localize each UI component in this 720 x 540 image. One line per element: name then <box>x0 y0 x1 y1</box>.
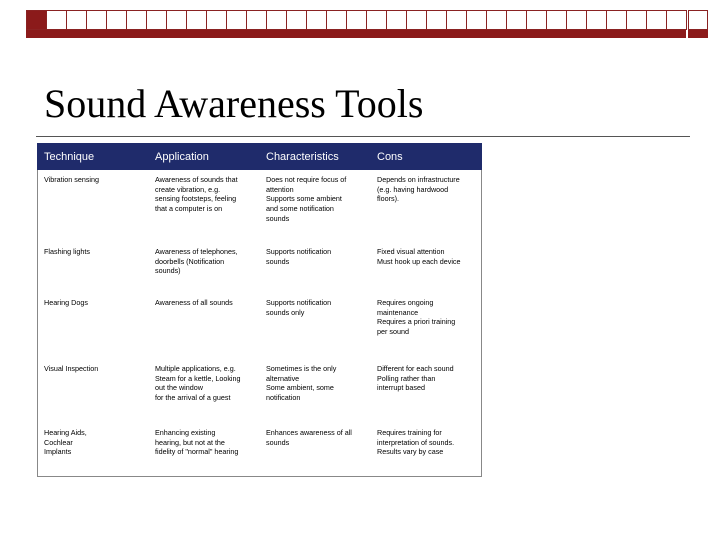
slide-title: Sound Awareness Tools <box>44 81 424 126</box>
cell-characteristics <box>260 423 371 477</box>
cell-line: Does not require focus of <box>266 175 347 184</box>
cell-application <box>149 293 260 359</box>
decorative-cell <box>466 10 487 30</box>
decorative-cell <box>566 10 587 30</box>
cell-line: Supports notification <box>266 298 332 307</box>
cell-line: interrupt based <box>377 383 425 393</box>
decorative-cell <box>246 10 267 30</box>
column-header-characteristics: Characteristics <box>260 144 371 170</box>
cell-line: Must hook up each device <box>377 256 461 266</box>
cell-line: Supports some ambient <box>266 194 342 204</box>
cell-line: Some ambient, some <box>266 383 334 393</box>
cell-line: Requires ongoing <box>377 298 434 307</box>
column-header-application: Application <box>149 144 260 170</box>
cell-cons <box>371 423 482 477</box>
decorative-cell <box>266 10 287 30</box>
decorative-cell <box>126 10 147 30</box>
cell-line: Cochlear <box>44 437 73 447</box>
cell-cons <box>371 359 482 423</box>
decorative-cell <box>66 10 87 30</box>
cell-cons <box>371 170 482 243</box>
cell-line: Results vary by case <box>377 447 444 457</box>
table-row <box>38 170 482 243</box>
decorative-end-box <box>688 10 708 30</box>
cell-line: sounds) <box>155 266 181 276</box>
cell-line: Hearing Dogs <box>44 298 88 307</box>
cell-characteristics <box>260 170 371 243</box>
decorative-cell <box>26 10 47 30</box>
cell-technique <box>38 359 149 423</box>
table-row <box>38 359 482 423</box>
decorative-cell <box>166 10 187 30</box>
cell-line: Supports notification <box>266 247 332 256</box>
cell-cons <box>371 242 482 293</box>
cell-line: attention <box>266 184 294 194</box>
column-header-technique: Technique <box>38 144 149 170</box>
cell-line: sounds only <box>266 307 305 317</box>
cell-line: Requires a priori training <box>377 317 456 327</box>
cell-line: Multiple applications, e.g. <box>155 364 236 373</box>
decorative-cell <box>326 10 347 30</box>
decorative-cell <box>646 10 667 30</box>
decorative-cell <box>426 10 447 30</box>
cell-line: Enhances awareness of all <box>266 428 352 437</box>
cell-line: for the arrival of a guest <box>155 393 231 403</box>
cell-line: sounds <box>266 256 290 266</box>
decorative-cell <box>626 10 647 30</box>
cell-application <box>149 359 260 423</box>
cell-line: sounds <box>266 437 290 447</box>
cell-line: Implants <box>44 447 72 457</box>
decorative-band <box>26 30 686 38</box>
cell-line: floors). <box>377 194 399 204</box>
cell-line: Hearing Aids, <box>44 428 87 437</box>
cell-characteristics <box>260 293 371 359</box>
decorative-cell <box>406 10 427 30</box>
cell-application <box>149 423 260 477</box>
cell-line: sounds <box>266 213 290 223</box>
cell-line: create vibration, e.g. <box>155 184 221 194</box>
decorative-cell <box>146 10 167 30</box>
cell-line: that a computer is on <box>155 204 223 214</box>
cell-line: maintenance <box>377 307 419 317</box>
cell-line: Enhancing existing <box>155 428 216 437</box>
cell-application <box>149 170 260 243</box>
cell-line: Flashing lights <box>44 247 90 256</box>
cell-technique <box>38 423 149 477</box>
decorative-cell <box>386 10 407 30</box>
decorative-cell <box>446 10 467 30</box>
decorative-cell <box>366 10 387 30</box>
cell-line: Different for each sound <box>377 364 454 373</box>
cell-line: Steam for a kettle, Looking <box>155 373 241 383</box>
cell-application <box>149 242 260 293</box>
decorative-cell <box>106 10 127 30</box>
cell-line: Vibration sensing <box>44 175 100 184</box>
table-header-row <box>38 144 482 170</box>
decorative-cell <box>486 10 507 30</box>
cell-line: notification <box>266 393 301 403</box>
cell-line: hearing, but not at the <box>155 437 225 447</box>
cell-technique <box>38 170 149 243</box>
cell-line: (e.g. having hardwood <box>377 184 449 194</box>
cell-line: Requires training for <box>377 428 442 437</box>
decorative-cell <box>186 10 207 30</box>
cell-line: out the window <box>155 383 203 393</box>
cell-line: and some notification <box>266 204 334 214</box>
cell-line: Awareness of all sounds <box>155 298 233 307</box>
cell-line: Depends on infrastructure <box>377 175 460 184</box>
decorative-cell <box>286 10 307 30</box>
decorative-cell <box>226 10 247 30</box>
cell-line: fidelity of "normal" hearing <box>155 447 239 457</box>
cell-line: per sound <box>377 327 409 337</box>
decorative-cell <box>306 10 327 30</box>
cell-line: doorbells (Notification <box>155 256 225 266</box>
decorative-cell <box>46 10 67 30</box>
cell-technique <box>38 293 149 359</box>
decorative-cell <box>206 10 227 30</box>
column-header-cons: Cons <box>371 144 482 170</box>
cell-line: sensing footsteps, feeling <box>155 194 237 204</box>
sound-awareness-table <box>37 143 482 477</box>
cell-characteristics <box>260 242 371 293</box>
cell-cons <box>371 293 482 359</box>
decorative-cell <box>86 10 107 30</box>
cell-line: Visual Inspection <box>44 364 99 373</box>
decorative-end-band <box>688 30 708 38</box>
cell-technique <box>38 242 149 293</box>
decorative-cell <box>546 10 567 30</box>
cell-line: alternative <box>266 373 300 383</box>
cell-characteristics <box>260 359 371 423</box>
cell-line: Awareness of sounds that <box>155 175 238 184</box>
decorative-top-bar <box>0 0 720 40</box>
decorative-cell <box>586 10 607 30</box>
decorative-cell <box>666 10 687 30</box>
cell-line: interpretation of sounds. <box>377 437 455 447</box>
decorative-cell <box>506 10 527 30</box>
table-row <box>38 242 482 293</box>
table-row <box>38 423 482 477</box>
decorative-cells <box>26 10 686 30</box>
table-row <box>38 293 482 359</box>
cell-line: Sometimes is the only <box>266 364 337 373</box>
title-divider <box>36 136 690 137</box>
cell-line: Awareness of telephones, <box>155 247 238 256</box>
decorative-cell <box>526 10 547 30</box>
decorative-cell <box>346 10 367 30</box>
cell-line: Fixed visual attention <box>377 247 445 256</box>
decorative-cell <box>606 10 627 30</box>
cell-line: Polling rather than <box>377 373 436 383</box>
